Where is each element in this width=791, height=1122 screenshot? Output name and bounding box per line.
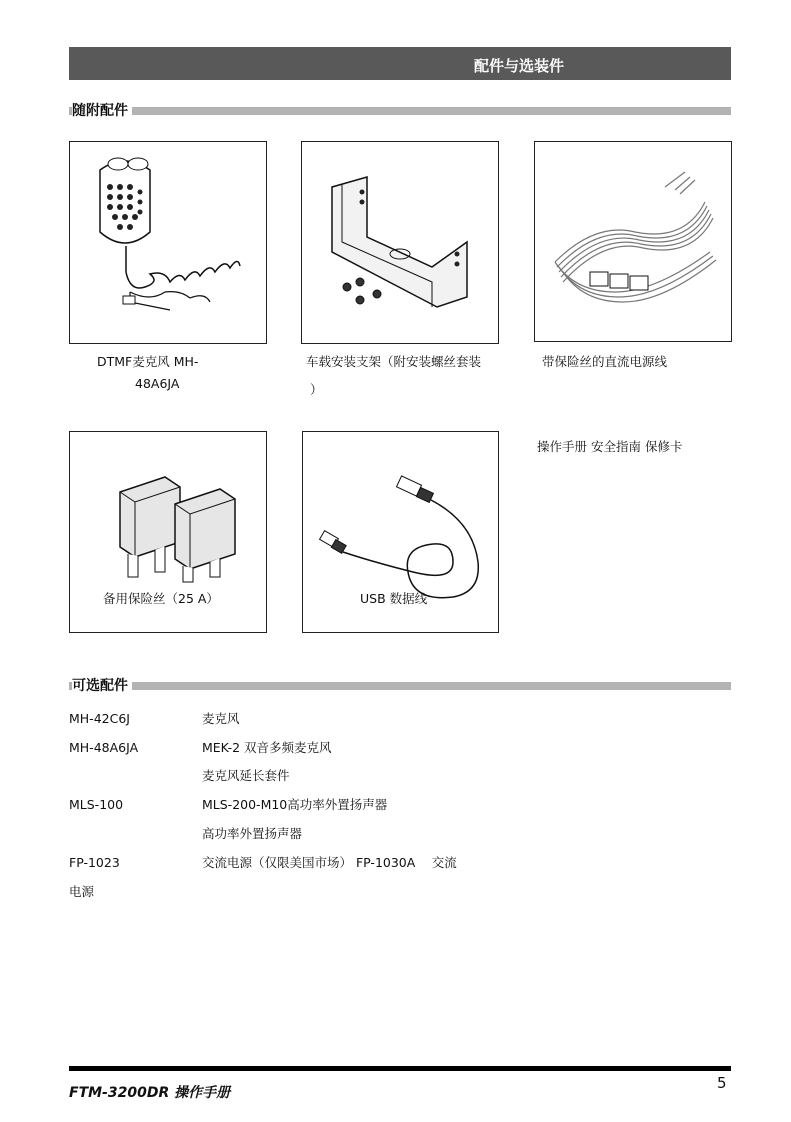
caption-bracket-line2: ）	[310, 382, 323, 397]
caption-bracket-line1: 车载安装支架（附安装螺丝套装	[306, 354, 482, 369]
option-desc: MLS-200-M10高功率外置扬声器	[202, 797, 388, 812]
header-bar	[69, 47, 731, 80]
caption-microphone-line2: 48A6JA	[135, 376, 180, 391]
option-model: FP-1023	[69, 855, 120, 870]
microphone-illustration	[70, 142, 268, 345]
option-model: MH-42C6J	[69, 711, 130, 726]
caption-usb-cable: USB 数据线	[360, 591, 428, 606]
image-box-fuse	[69, 431, 267, 633]
image-box-microphone	[69, 141, 267, 344]
option-desc-wrap: 电源	[69, 884, 95, 899]
section-rule-optional	[69, 682, 731, 690]
option-desc: 麦克风延长套件	[202, 768, 290, 783]
option-desc: 交流电源（仅限美国市场） FP-1030A 交流	[202, 855, 457, 870]
caption-microphone-line1: DTMF麦克风 MH-	[97, 354, 199, 369]
dc-cable-illustration	[535, 142, 733, 343]
image-box-bracket	[301, 141, 499, 344]
page-title: 配件与选装件	[474, 57, 565, 75]
bracket-illustration	[302, 142, 500, 345]
caption-fuse: 备用保险丝（25 A）	[103, 591, 219, 606]
section-heading-included: 随附配件	[72, 103, 132, 120]
option-desc: 高功率外置扬声器	[202, 826, 303, 841]
option-model: MH-48A6JA	[69, 740, 139, 755]
footer-manual-title: FTM-3200DR 操作手册	[69, 1085, 231, 1101]
section-rule-included	[69, 107, 731, 115]
caption-dc-cable: 带保险丝的直流电源线	[542, 354, 668, 369]
option-model: MLS-100	[69, 797, 124, 812]
image-box-usb-cable	[302, 431, 499, 633]
option-desc: MEK-2 双音多频麦克风	[202, 740, 332, 755]
page-number: 5	[717, 1074, 727, 1092]
included-documents: 操作手册 安全指南 保修卡	[537, 439, 683, 454]
option-desc: 麦克风	[202, 711, 240, 726]
image-box-dc-cable	[534, 141, 732, 342]
footer-rule	[69, 1066, 731, 1071]
section-heading-optional: 可选配件	[72, 678, 132, 695]
